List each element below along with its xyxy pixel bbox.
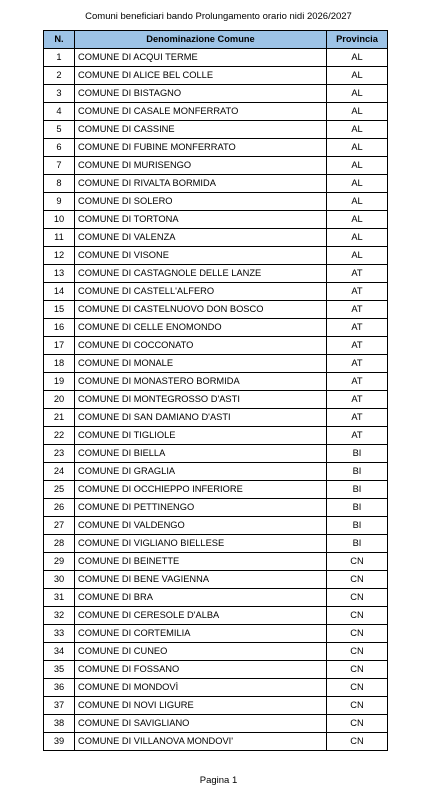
comune-name: COMUNE DI BIELLA	[75, 445, 327, 463]
comune-name: COMUNE DI BISTAGNO	[75, 85, 327, 103]
table-row	[44, 247, 388, 265]
table-row	[44, 337, 388, 355]
comune-name: COMUNE DI CASTAGNOLE DELLE LANZE	[75, 265, 327, 283]
table-row	[44, 589, 388, 607]
comune-name: COMUNE DI TORTONA	[75, 211, 327, 229]
province-code: CN	[327, 589, 388, 607]
row-number: 36	[44, 679, 75, 697]
table-row	[44, 175, 388, 193]
table-row	[44, 319, 388, 337]
row-number: 34	[44, 643, 75, 661]
province-code: AL	[327, 211, 388, 229]
table-row	[44, 625, 388, 643]
table-row	[44, 49, 388, 67]
table-row	[44, 679, 388, 697]
province-code: AL	[327, 157, 388, 175]
province-code: BI	[327, 481, 388, 499]
table-body	[44, 49, 388, 751]
comune-name: COMUNE DI CASTELL'ALFERO	[75, 283, 327, 301]
row-number: 29	[44, 553, 75, 571]
row-number: 1	[44, 49, 75, 67]
row-number: 22	[44, 427, 75, 445]
province-code: CN	[327, 715, 388, 733]
comune-name: COMUNE DI MONALE	[75, 355, 327, 373]
table-row	[44, 121, 388, 139]
comune-name: COMUNE DI TIGLIOLE	[75, 427, 327, 445]
row-number: 13	[44, 265, 75, 283]
province-code: AT	[327, 337, 388, 355]
comune-name: COMUNE DI CORTEMILIA	[75, 625, 327, 643]
province-code: BI	[327, 499, 388, 517]
table-row	[44, 607, 388, 625]
comune-name: COMUNE DI MONTEGROSSO D'ASTI	[75, 391, 327, 409]
table-row	[44, 409, 388, 427]
province-code: AL	[327, 121, 388, 139]
province-code: AT	[327, 427, 388, 445]
province-code: AL	[327, 85, 388, 103]
table-row	[44, 481, 388, 499]
table-row	[44, 301, 388, 319]
comune-name: COMUNE DI CELLE ENOMONDO	[75, 319, 327, 337]
comune-name: COMUNE DI SAVIGLIANO	[75, 715, 327, 733]
comune-name: COMUNE DI CERESOLE D'ALBA	[75, 607, 327, 625]
comune-name: COMUNE DI VALENZA	[75, 229, 327, 247]
province-code: AL	[327, 139, 388, 157]
province-code: AT	[327, 355, 388, 373]
row-number: 3	[44, 85, 75, 103]
comune-name: COMUNE DI BRA	[75, 589, 327, 607]
row-number: 2	[44, 67, 75, 85]
province-code: AL	[327, 67, 388, 85]
comune-name: COMUNE DI VIGLIANO BIELLESE	[75, 535, 327, 553]
comune-name: COMUNE DI MONDOVÌ	[75, 679, 327, 697]
province-code: AL	[327, 193, 388, 211]
table-row	[44, 427, 388, 445]
comune-name: COMUNE DI SOLERO	[75, 193, 327, 211]
row-number: 9	[44, 193, 75, 211]
row-number: 39	[44, 733, 75, 751]
comune-name: COMUNE DI BEINETTE	[75, 553, 327, 571]
table-row	[44, 211, 388, 229]
row-number: 6	[44, 139, 75, 157]
comune-name: COMUNE DI SAN DAMIANO D'ASTI	[75, 409, 327, 427]
row-number: 7	[44, 157, 75, 175]
header-number: N.	[44, 31, 75, 49]
comuni-table	[43, 30, 388, 751]
province-code: CN	[327, 625, 388, 643]
row-number: 8	[44, 175, 75, 193]
table-header-row	[44, 31, 388, 49]
row-number: 10	[44, 211, 75, 229]
table-row	[44, 499, 388, 517]
comune-name: COMUNE DI CASTELNUOVO DON BOSCO	[75, 301, 327, 319]
row-number: 17	[44, 337, 75, 355]
province-code: AT	[327, 409, 388, 427]
row-number: 38	[44, 715, 75, 733]
table-row	[44, 643, 388, 661]
row-number: 28	[44, 535, 75, 553]
province-code: BI	[327, 463, 388, 481]
comune-name: COMUNE DI CASALE MONFERRATO	[75, 103, 327, 121]
comune-name: COMUNE DI CUNEO	[75, 643, 327, 661]
comune-name: COMUNE DI BENE VAGIENNA	[75, 571, 327, 589]
table-row	[44, 517, 388, 535]
table-row	[44, 157, 388, 175]
comune-name: COMUNE DI PETTINENGO	[75, 499, 327, 517]
comune-name: COMUNE DI ALICE BEL COLLE	[75, 67, 327, 85]
province-code: AL	[327, 103, 388, 121]
row-number: 35	[44, 661, 75, 679]
table-row	[44, 229, 388, 247]
province-code: AT	[327, 283, 388, 301]
comune-name: COMUNE DI ACQUI TERME	[75, 49, 327, 67]
table-row	[44, 733, 388, 751]
row-number: 4	[44, 103, 75, 121]
province-code: AT	[327, 301, 388, 319]
table-row	[44, 697, 388, 715]
comune-name: COMUNE DI MURISENGO	[75, 157, 327, 175]
province-code: AT	[327, 319, 388, 337]
province-code: CN	[327, 661, 388, 679]
comune-name: COMUNE DI VISONE	[75, 247, 327, 265]
row-number: 15	[44, 301, 75, 319]
row-number: 19	[44, 373, 75, 391]
row-number: 16	[44, 319, 75, 337]
comune-name: COMUNE DI COCCONATO	[75, 337, 327, 355]
table-row	[44, 373, 388, 391]
row-number: 27	[44, 517, 75, 535]
page-title: Comuni beneficiari bando Prolungamento orario nidi 2026/2027	[85, 11, 352, 22]
row-number: 37	[44, 697, 75, 715]
province-code: AT	[327, 265, 388, 283]
comune-name: COMUNE DI OCCHIEPPO INFERIORE	[75, 481, 327, 499]
comune-name: COMUNE DI VALDENGO	[75, 517, 327, 535]
comune-name: COMUNE DI FUBINE MONFERRATO	[75, 139, 327, 157]
table-row	[44, 283, 388, 301]
row-number: 32	[44, 607, 75, 625]
province-code: AL	[327, 247, 388, 265]
province-code: CN	[327, 571, 388, 589]
row-number: 33	[44, 625, 75, 643]
province-code: CN	[327, 679, 388, 697]
row-number: 12	[44, 247, 75, 265]
row-number: 11	[44, 229, 75, 247]
province-code: AL	[327, 49, 388, 67]
row-number: 25	[44, 481, 75, 499]
header-comune-name: Denominazione Comune	[75, 31, 327, 49]
comune-name: COMUNE DI FOSSANO	[75, 661, 327, 679]
table-row	[44, 139, 388, 157]
comune-name: COMUNE DI CASSINE	[75, 121, 327, 139]
province-code: BI	[327, 445, 388, 463]
row-number: 5	[44, 121, 75, 139]
table-row	[44, 265, 388, 283]
row-number: 26	[44, 499, 75, 517]
province-code: BI	[327, 535, 388, 553]
table-row	[44, 445, 388, 463]
province-code: CN	[327, 553, 388, 571]
comune-name: COMUNE DI VILLANOVA MONDOVI'	[75, 733, 327, 751]
province-code: AL	[327, 229, 388, 247]
province-code: CN	[327, 607, 388, 625]
table-row	[44, 463, 388, 481]
page-number: Pagina 1	[199, 775, 238, 786]
province-code: AL	[327, 175, 388, 193]
comune-name: COMUNE DI MONASTERO BORMIDA	[75, 373, 327, 391]
province-code: AT	[327, 391, 388, 409]
table-row	[44, 355, 388, 373]
table-row	[44, 391, 388, 409]
row-number: 31	[44, 589, 75, 607]
comune-name: COMUNE DI RIVALTA BORMIDA	[75, 175, 327, 193]
row-number: 18	[44, 355, 75, 373]
row-number: 24	[44, 463, 75, 481]
table-row	[44, 571, 388, 589]
table-row	[44, 715, 388, 733]
table-row	[44, 193, 388, 211]
province-code: BI	[327, 517, 388, 535]
table-row	[44, 535, 388, 553]
header-province: Provincia	[327, 31, 388, 49]
row-number: 14	[44, 283, 75, 301]
table-row	[44, 553, 388, 571]
province-code: AT	[327, 373, 388, 391]
row-number: 20	[44, 391, 75, 409]
comune-name: COMUNE DI GRAGLIA	[75, 463, 327, 481]
row-number: 21	[44, 409, 75, 427]
table-row	[44, 67, 388, 85]
province-code: CN	[327, 733, 388, 751]
table-row	[44, 85, 388, 103]
row-number: 30	[44, 571, 75, 589]
province-code: CN	[327, 643, 388, 661]
row-number: 23	[44, 445, 75, 463]
province-code: CN	[327, 697, 388, 715]
table-row	[44, 103, 388, 121]
table-row	[44, 661, 388, 679]
comune-name: COMUNE DI NOVI LIGURE	[75, 697, 327, 715]
